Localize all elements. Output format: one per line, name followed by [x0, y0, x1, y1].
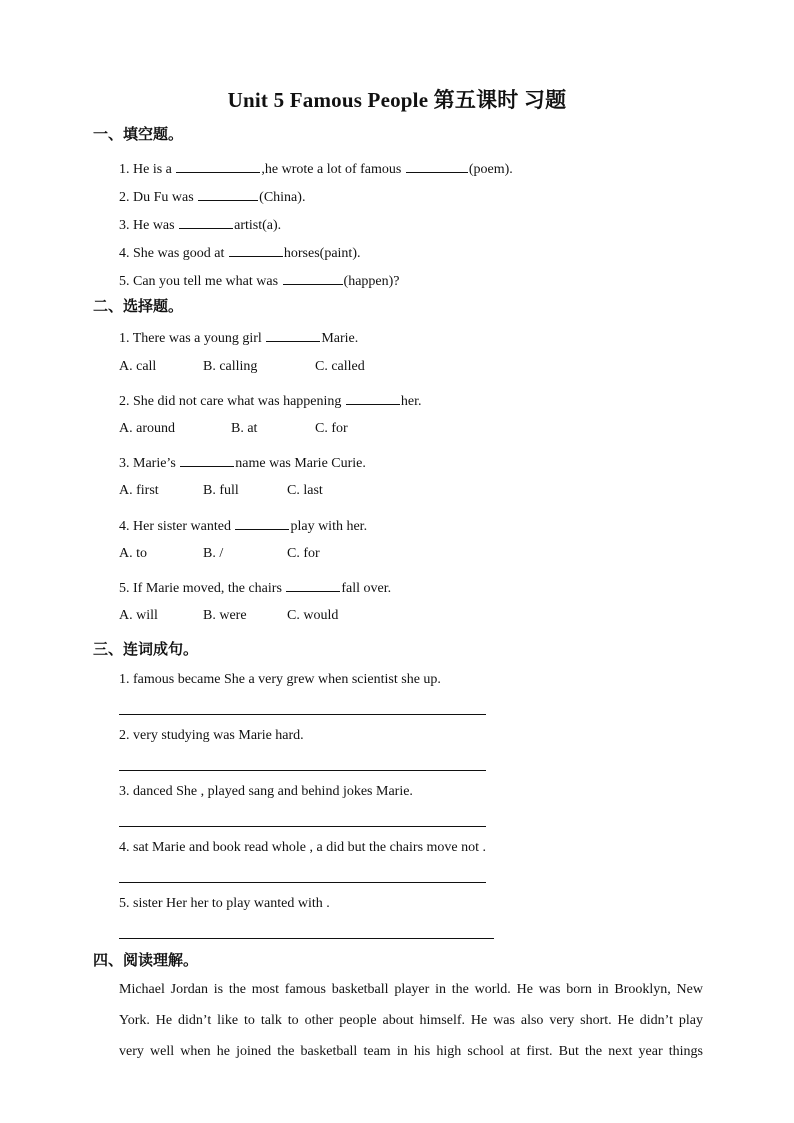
order-item-4: 4. sat Marie and book read whole , a did but the chairs move not . — [119, 840, 487, 855]
answer-blank[interactable] — [235, 515, 289, 530]
answer-line[interactable] — [119, 938, 494, 939]
choice-question-1: 1. There was a young girl Marie. — [119, 327, 358, 347]
section-heading-fill: 一、填空题。 — [93, 125, 184, 143]
choice-option[interactable]: B. / — [203, 546, 224, 561]
answer-blank[interactable] — [198, 186, 258, 201]
choice-option[interactable]: C. called — [315, 359, 365, 374]
order-item-3: 3. danced She , played sang and behind jokes Marie. — [119, 784, 413, 799]
reading-paragraph-line: York. He didn’t like to talk to other people about himself. He was also very short. He didn’t play — [119, 1013, 703, 1028]
answer-blank[interactable] — [286, 577, 340, 592]
fill-item-5: 5. Can you tell me what was (happen)? — [119, 270, 400, 290]
answer-blank[interactable] — [283, 270, 343, 285]
answer-blank[interactable] — [179, 214, 233, 229]
choice-option[interactable]: A. first — [119, 483, 159, 498]
choice-option[interactable]: B. full — [203, 483, 239, 498]
choice-option[interactable]: C. would — [287, 608, 339, 623]
fill-item-1: 1. He is a ,he wrote a lot of famous (poem). — [119, 158, 513, 178]
choice-question-4: 4. Her sister wanted play with her. — [119, 515, 367, 535]
choice-option[interactable]: B. calling — [203, 359, 258, 374]
choice-option[interactable]: A. to — [119, 546, 147, 561]
reading-paragraph-line: Michael Jordan is the most famous basketball player in the world. He was born in Brooklyn, New — [119, 982, 703, 997]
answer-blank[interactable] — [176, 158, 260, 173]
answer-line[interactable] — [119, 826, 486, 827]
answer-blank[interactable] — [346, 390, 400, 405]
fill-item-2: 2. Du Fu was (China). — [119, 186, 305, 206]
answer-line[interactable] — [119, 714, 486, 715]
choice-question-5: 5. If Marie moved, the chairs fall over. — [119, 577, 391, 597]
order-item-5: 5. sister Her her to play wanted with . — [119, 896, 330, 911]
choice-option[interactable]: C. for — [287, 546, 320, 561]
answer-blank[interactable] — [266, 327, 320, 342]
choice-option[interactable]: C. for — [315, 421, 348, 436]
choice-option[interactable]: A. call — [119, 359, 157, 374]
choice-option[interactable]: B. were — [203, 608, 247, 623]
choice-option[interactable]: B. at — [231, 421, 258, 436]
choice-option[interactable]: C. last — [287, 483, 323, 498]
answer-line[interactable] — [119, 882, 486, 883]
answer-line[interactable] — [119, 770, 486, 771]
section-heading-order: 三、连词成句。 — [93, 640, 199, 658]
section-heading-reading: 四、阅读理解。 — [93, 951, 199, 969]
fill-item-4: 4. She was good at horses(paint). — [119, 242, 360, 262]
fill-item-3: 3. He was artist(a). — [119, 214, 281, 234]
choice-question-2: 2. She did not care what was happening her. — [119, 390, 422, 410]
section-heading-choice: 二、选择题。 — [93, 297, 184, 315]
page-title: Unit 5 Famous People 第五课时 习题 — [227, 88, 567, 112]
choice-option[interactable]: A. around — [119, 421, 175, 436]
choice-question-3: 3. Marie’s name was Marie Curie. — [119, 452, 366, 472]
answer-blank[interactable] — [406, 158, 468, 173]
answer-blank[interactable] — [180, 452, 234, 467]
order-item-1: 1. famous became She a very grew when scientist she up. — [119, 672, 441, 687]
choice-option[interactable]: A. will — [119, 608, 158, 623]
reading-paragraph-line: very well when he joined the basketball team in his high school at first. But the next year things — [119, 1044, 703, 1059]
order-item-2: 2. very studying was Marie hard. — [119, 728, 304, 743]
answer-blank[interactable] — [229, 242, 283, 257]
